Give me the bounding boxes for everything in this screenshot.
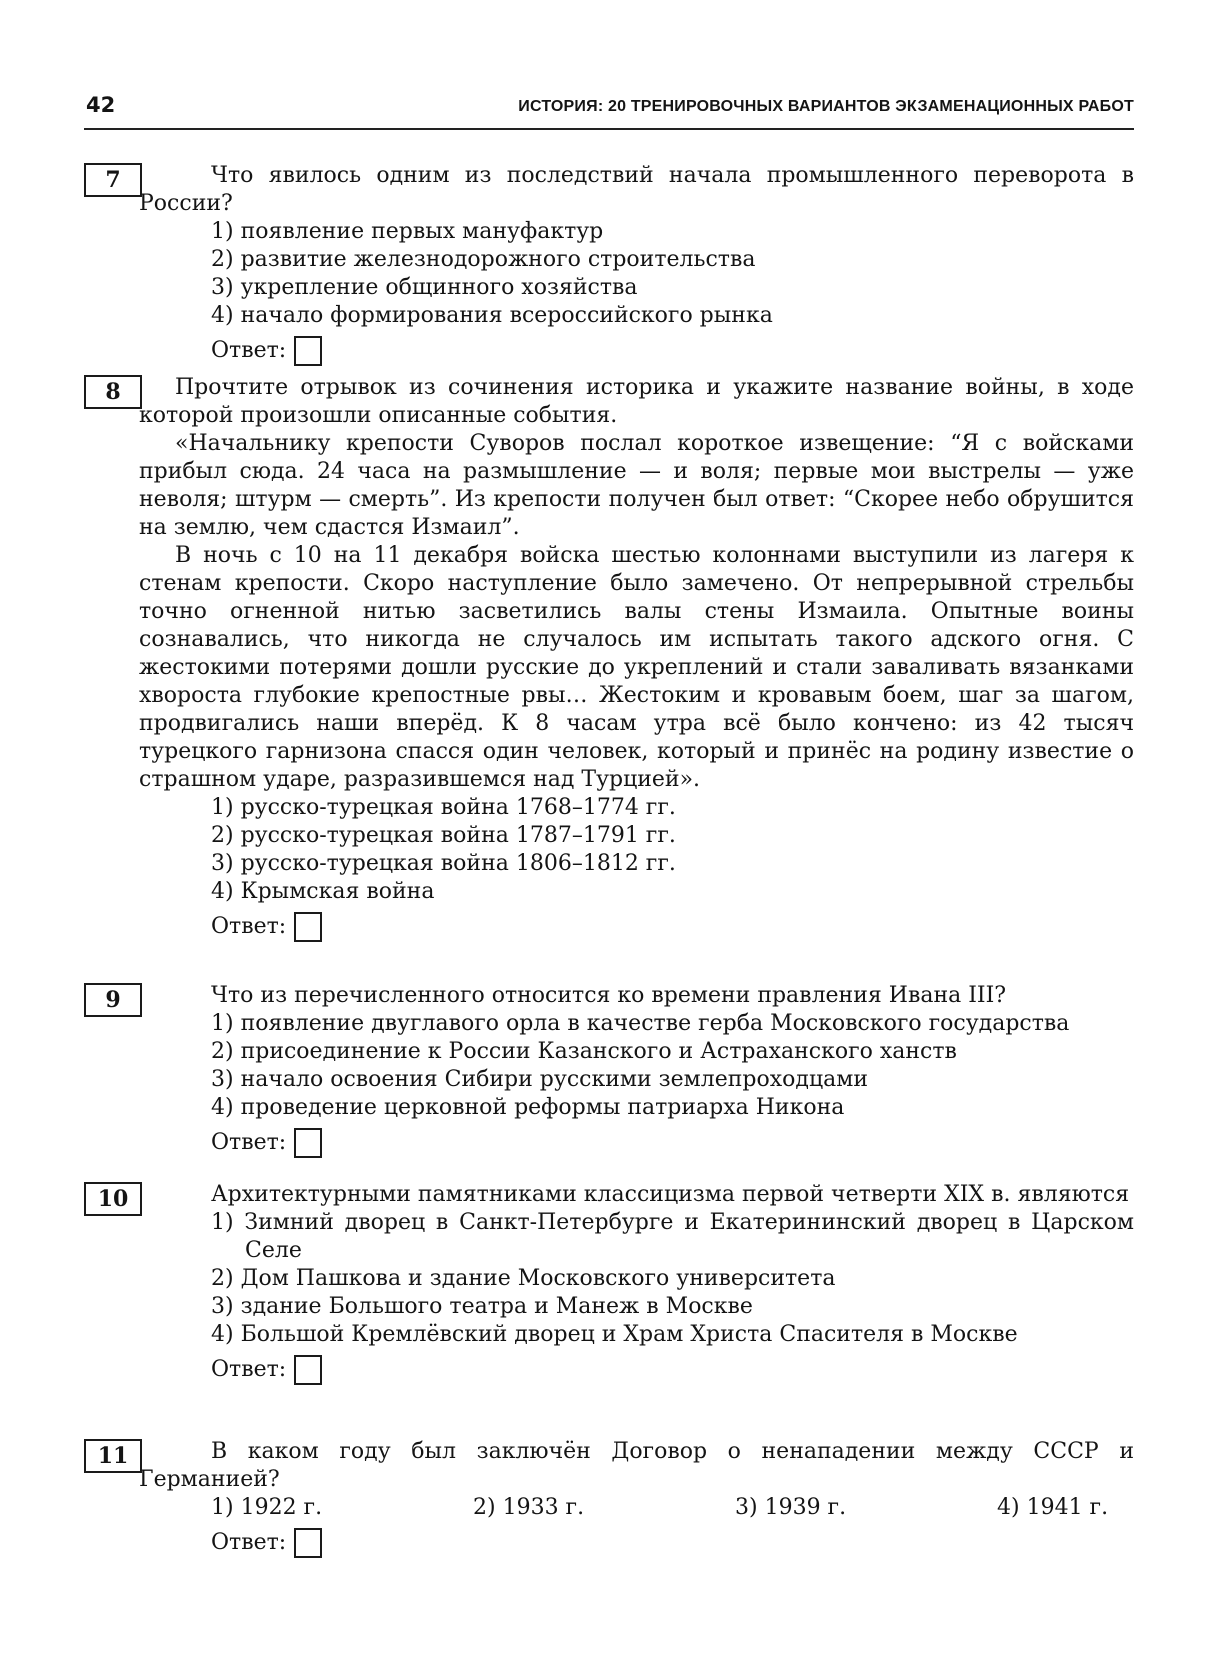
answer-box[interactable]: [294, 1355, 322, 1385]
answer-box[interactable]: [294, 336, 322, 366]
answer-label: Ответ:: [211, 1530, 287, 1555]
option: 2) присоединение к России Казанского и Астраханского ханств: [211, 1039, 957, 1064]
option: 3) русско-турецкая война 1806–1812 гг.: [211, 851, 676, 876]
header-rule: [84, 128, 1134, 130]
question-text: Что явилось одним из последствий начала промышленного переворота в России?: [139, 163, 1134, 216]
option: 1) появление двуглавого орла в качестве герба Московского государства: [211, 1011, 1070, 1036]
running-title: ИСТОРИЯ: 20 ТРЕНИРОВОЧНЫХ ВАРИАНТОВ ЭКЗАМЕНАЦИОННЫХ РАБОТ: [518, 98, 1134, 115]
task-number: 8: [84, 375, 142, 409]
answer-row: [211, 334, 1134, 368]
options-list: [211, 1209, 1134, 1349]
option: 3) укрепление общинного хозяйства: [211, 275, 638, 300]
task-10: [84, 1181, 1134, 1387]
answer-box[interactable]: [294, 1128, 322, 1158]
task-number: 11: [84, 1439, 142, 1473]
option: 3) здание Большого театра и Манеж в Москве: [211, 1294, 753, 1319]
options-list: [211, 218, 1134, 330]
answer-label: Ответ:: [211, 1357, 287, 1382]
option: 4) 1941 г.: [997, 1495, 1109, 1520]
task-8: [84, 374, 1134, 944]
option: 1) появление первых мануфактур: [211, 219, 604, 244]
answer-box[interactable]: [294, 1528, 322, 1558]
question-text: В каком году был заключён Договор о ненападении между СССР и Германией?: [139, 1439, 1134, 1492]
task-11: [84, 1438, 1134, 1560]
option: 2) русско-турецкая война 1787–1791 гг.: [211, 823, 676, 848]
answer-row: [211, 1353, 1134, 1387]
option: 1) 1922 г.: [211, 1495, 323, 1520]
options-list: [211, 794, 1134, 906]
answer-row: [211, 1526, 1134, 1560]
answer-label: Ответ:: [211, 1130, 287, 1155]
answer-label: Ответ:: [211, 338, 287, 363]
question-text: Прочтите отрывок из сочинения историка и укажите название войны, в ходе которой произошли описанные события. «Начальнику крепости Суворов послал короткое извещение: “Я с войсками прибыл сюда. 24 часа на размышление — и воля; первые мои выстрелы — уже неволя; штурм — смерть”. Из крепости получен был ответ: “Скорее небо обрушится на землю, чем сдастся Измаил”. В ночь с 10 на 11 декабря войска шестью колоннами выступили из лагеря к стенам крепости. Скоро наступление было замечено. От непрерывной стрельбы точно огненной нитью засветились валы стены Измаила. Опытные воины сознавались, что никогда не случалось им испытать такого адского огня. С жестокими потерями дошли русские до укреплений и стали заваливать вязанками хвороста глубокие крепостные рвы… Жестоким и кровавым боем, шаг за шагом, продвигались наши вперёд. К 8 часам утра всё было кончено: из 42 тысяч турецкого гарнизона спасся один человек, который и принёс на родину известие о страшном ударе, разразившемся над Турцией».: [139, 375, 1134, 792]
option: 3) 1939 г.: [735, 1495, 847, 1520]
task-number: 10: [84, 1182, 142, 1216]
answer-box[interactable]: [294, 912, 322, 942]
option: 2) Дом Пашкова и здание Московского университета: [211, 1266, 836, 1291]
answer-label: Ответ:: [211, 914, 287, 939]
question-text: Архитектурными памятниками классицизма первой четверти XIX в. являются: [211, 1182, 1130, 1207]
answer-row: [211, 910, 1134, 944]
task-9: [84, 982, 1134, 1160]
task-7: [84, 162, 1134, 368]
passage-paragraph: В ночь с 10 на 11 декабря войска шестью колоннами выступили из лагеря к стенам крепости. Скоро наступление было замечено. От непрерывной стрельбы точно огненной нитью засветились валы стены Измаила. Опытные воины сознавались, что никогда не случалось им испытать такого адского огня. С жестокими потерями дошли русские до укреплений и стали заваливать вязанками хвороста глубокие крепостные рвы… Жестоким и кровавым боем, шаг за шагом, продвигались наши вперёд. К 8 часам утра всё было кончено: из 42 тысяч турецкого гарнизона спасся один человек, который и принёс на родину известие о страшном ударе, разразившемся над Турцией».: [139, 543, 1134, 792]
passage-paragraph: «Начальнику крепости Суворов послал короткое извещение: “Я с войсками прибыл сюда. 24 часа на размышление — и воля; первые мои выстрелы — уже неволя; штурм — смерть”. Из крепости получен был ответ: “Скорее небо обрушится на землю, чем сдастся Измаил”.: [139, 431, 1134, 540]
option: 4) начало формирования всероссийского рынка: [211, 303, 773, 328]
option: 4) проведение церковной реформы патриарха Никона: [211, 1095, 845, 1120]
answer-row: [211, 1126, 1134, 1160]
question-text: Что из перечисленного относится ко времени правления Ивана III?: [211, 983, 1007, 1008]
option: 4) Большой Кремлёвский дворец и Храм Христа Спасителя в Москве: [211, 1322, 1018, 1347]
option: 3) начало освоения Сибири русскими землепроходцами: [211, 1067, 868, 1092]
option: 1) Зимний дворец в Санкт-Петербурге и Екатерининский дворец в Царском Селе: [211, 1210, 1134, 1263]
options-row: [211, 1494, 1134, 1522]
option: 2) развитие железнодорожного строительства: [211, 247, 756, 272]
page-number: 42: [86, 93, 116, 117]
option: 2) 1933 г.: [473, 1495, 585, 1520]
option: 4) Крымская война: [211, 879, 435, 904]
options-list: [211, 1010, 1134, 1122]
task-number: 7: [84, 163, 142, 197]
task-number: 9: [84, 983, 142, 1017]
option: 1) русско-турецкая война 1768–1774 гг.: [211, 795, 676, 820]
